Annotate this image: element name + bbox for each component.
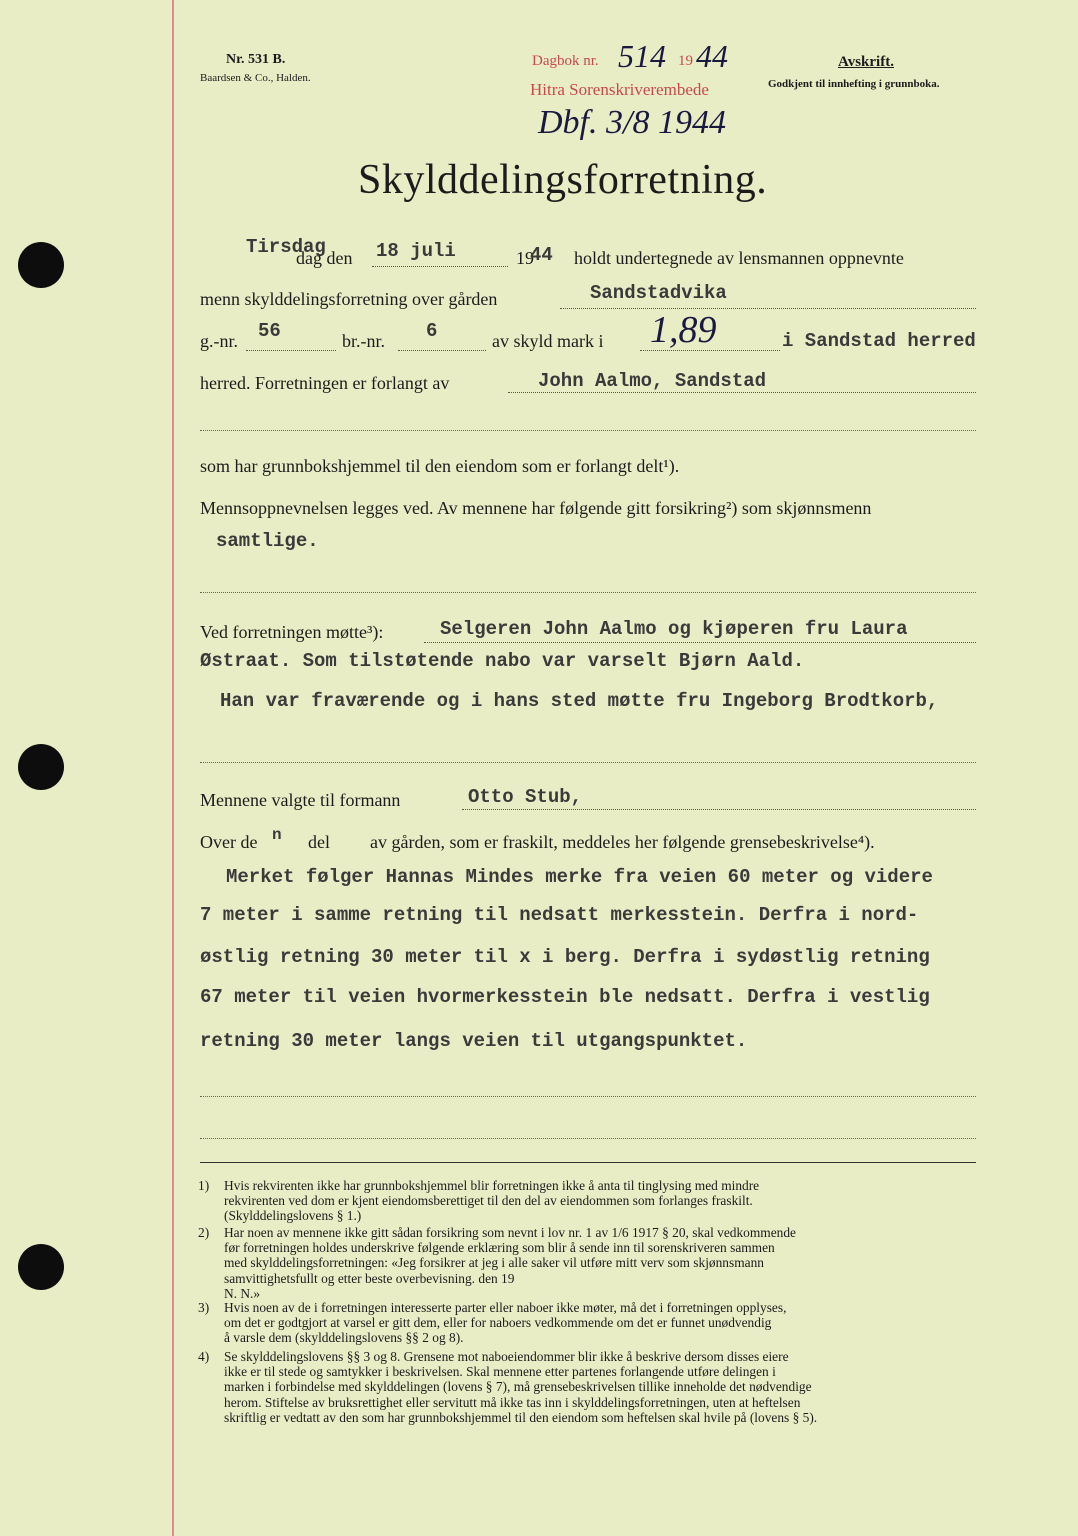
skyld-fill: 1,89	[650, 309, 717, 351]
farm-fill: Sandstadvika	[590, 282, 727, 304]
date-fill: 18 juli	[376, 240, 456, 262]
stamp-court-office: Hitra Sorenskriverembede	[530, 80, 709, 99]
formann-label: Mennene valgte til formann	[200, 790, 401, 810]
boundary-line-2: 7 meter i samme retning til nedsatt merkesstein. Derfra i nord-	[200, 904, 919, 926]
footnote-number: 3)	[198, 1300, 210, 1315]
grunnbok-text: som har grunnbokshjemmel til den eiendom som er forlangt delt¹).	[200, 456, 680, 476]
attended-line-3: Han var fraværende og i hans sted møtte fru Ingeborg Brodtkorb,	[220, 690, 939, 712]
boundary-line-5: retning 30 meter langs veien til utgangspunktet.	[200, 1030, 748, 1052]
footnote-text: Se skylddelingslovens §§ 3 og 8. Grensene mot naboeiendommer blir ikke å beskrive dersom disses eiere ikke er til stede og samtykker i beskrivelsen. Skal mennene etter partenes forlangende utføre delingen i marken i forbindelse med skylddelingen (lovens § 7), må grensebeskrivelsen tillike inneholde det nødvendige herom. Stiftelse av bruksrettighet eller servitutt må ikke tas inn i skylddelingsforretningen, uten at heftelsen skriftlig er vedtatt av den som har grunnbokshjemmel til den eiendom som heftelsen skal hvile på (lovens § 5).	[224, 1349, 818, 1425]
attended-line-2: Østraat. Som tilstøtende nabo var varselt Bjørn Aald.	[200, 650, 805, 672]
men-text: menn skylddelingsforretning over gården	[200, 289, 498, 309]
year-fill: 44	[530, 244, 553, 266]
footnote-number: 1)	[198, 1178, 210, 1193]
bnr-fill: 6	[426, 320, 438, 342]
footnote-number: 4)	[198, 1349, 210, 1364]
footnote-text: Hvis rekvirenten ikke har grunnbokshjemmel blir forretningen ikke å anta til tinglysing med mindre rekvirenten ved dom er kjent eiendomsberettiget til den del av eiendommen som forlanges fraskilt. (Skylddelingslovens § 1.)	[224, 1178, 760, 1224]
boundary-line-1: Merket følger Hannas Mindes merke fra veien 60 meter og videre	[226, 866, 933, 888]
page-title: Skylddelingsforretning.	[358, 157, 768, 203]
dag-label: dag den	[296, 248, 353, 268]
stamp-year: 44	[696, 38, 728, 74]
bnr-label: br.-nr.	[342, 331, 385, 351]
herred-fill: i Sandstad herred	[782, 330, 976, 352]
boundary-line-4: 67 meter til veien hvormerkesstein ble nedsatt. Derfra i vestlig	[200, 986, 930, 1008]
footnote-separator	[200, 1162, 976, 1163]
stamp-year-prefix: 19	[678, 53, 693, 69]
form-number: Nr. 531 B.	[226, 52, 286, 67]
publisher: Baardsen & Co., Halden.	[200, 72, 311, 84]
attended-line-1: Selgeren John Aalmo og kjøperen fru Laura	[440, 618, 908, 640]
footnote-4	[198, 1349, 978, 1425]
over-label-a: Over de	[200, 832, 258, 852]
samtlige-fill: samtlige.	[216, 530, 319, 552]
over-label-c: av gården, som er fraskilt, meddeles her følgende grensebeskrivelse⁴).	[370, 832, 875, 852]
footnote-2	[198, 1225, 978, 1301]
footnote-text: Hvis noen av de i forretningen interesserte parter eller naboer ikke møter, må det i forretningen opplyses, om det er godtgjort at varsel er gitt dem, eller for naboers vedkommende om det er funnet unødvendig å varsle dem (skylddelingslovens §§ 2 og 8).	[224, 1300, 787, 1346]
held-text: holdt undertegnede av lensmannen oppnevnte	[574, 248, 904, 268]
over-fill: n	[272, 826, 282, 844]
gnr-label: g.-nr.	[200, 331, 238, 351]
footnote-text: Har noen av mennene ikke gitt sådan forsikring som nevnt i lov nr. 1 av 1/6 1917 § 20, skal vedkommende før forretningen holdes underskrive følgende erklæring som blir å sende inn til sorenskriveren sammen med skylddelingsforretningen: «Jeg forsikrer at jeg i alle saker vil utføre mitt verv som skjønnsmann samvittighetsfullt og etter beste overbevisning. den 19 N. N.»	[224, 1225, 796, 1301]
footnote-number: 2)	[198, 1225, 210, 1240]
formann-fill: Otto Stub,	[468, 786, 583, 808]
boundary-line-3: østlig retning 30 meter til x i berg. Derfra i sydøstlig retning	[200, 946, 930, 968]
over-label-b: del	[308, 832, 330, 852]
gnr-fill: 56	[258, 320, 281, 342]
requester-fill: John Aalmo, Sandstad	[538, 370, 767, 392]
year-prefix: 19	[516, 248, 534, 268]
footnote-1	[198, 1178, 978, 1224]
mennsopp-text: Mennsoppnevnelsen legges ved. Av mennene har følgende gitt forsikring²) som skjønnsmenn	[200, 498, 872, 518]
herred-label: herred. Forretningen er forlangt av	[200, 373, 450, 393]
stamp-journal-number: 514	[618, 38, 666, 74]
skyld-label: av skyld mark i	[492, 331, 604, 351]
margin-rule	[172, 0, 174, 1536]
stamp-journal-label: Dagbok nr.	[532, 53, 599, 69]
weekday-fill: Tirsdag	[246, 236, 326, 258]
footnote-3	[198, 1300, 978, 1346]
punch-hole	[18, 242, 64, 288]
punch-hole	[18, 744, 64, 790]
copy-label: Avskrift.	[838, 54, 894, 70]
handwritten-registration-date: Dbf. 3/8 1944	[538, 104, 726, 141]
approval-note: Godkjent til innhefting i grunnboka.	[768, 78, 940, 90]
punch-hole	[18, 1244, 64, 1290]
attended-label: Ved forretningen møtte³):	[200, 622, 384, 642]
